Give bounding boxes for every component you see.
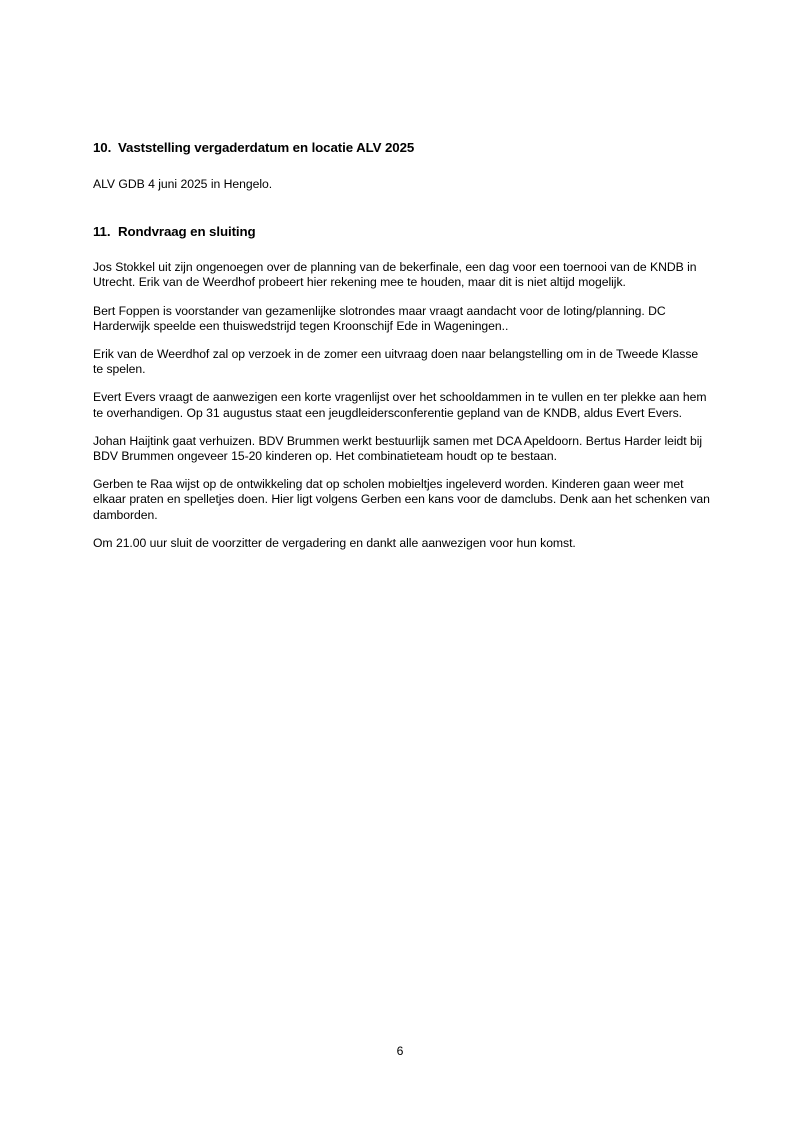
spacer	[93, 377, 710, 390]
section-title-10: Vaststelling vergaderdatum en locatie ALV 2025	[118, 140, 415, 155]
spacer	[93, 240, 710, 260]
paragraph-gerben-te-raa: Gerben te Raa wijst op de ontwikkeling dat op scholen mobieltjes ingeleverd worden. Kinderen gaan weer met elkaar praten en spelletjes doen. Hier ligt volgens Gerben een kans voor de damclubs. Denk aan het schenken van damborden.	[93, 477, 710, 522]
section-number-11: 11.	[93, 224, 111, 240]
paragraph-evert-evers: Evert Evers vraagt de aanwezigen een korte vragenlijst over het schooldammen in te vullen en ter plekke aan hem te overhandigen. Op 31 augustus staat een jeugdleidersconferentie gepland van de KNDB, aldus Evert Evers.	[93, 390, 707, 420]
paragraph-johan-haijtink: Johan Haijtink gaat verhuizen. BDV Brummen werkt bestuurlijk samen met DCA Apeldoorn. Bertus Harder leidt bij BDV Brummen ongeveer 15-20 kinderen op. Het combinatieteam houdt op te bestaan.	[93, 433, 703, 464]
spacer	[93, 156, 710, 177]
paragraph-jos-stokkel: Jos Stokkel uit zijn ongenoegen over de planning van de bekerfinale, een dag voor een toernooi van de KNDB in Utrecht. Erik van de Weerdhof probeert hier rekening mee te houden, maar dit is niet altijd mogelijk.	[93, 260, 697, 290]
paragraph-sluiting: Om 21.00 uur sluit de voorzitter de vergadering en dankt alle aanwezigen voor hun komst.	[93, 535, 576, 550]
document-body	[93, 140, 710, 551]
spacer	[93, 421, 710, 434]
paragraph-bert-foppen: Bert Foppen is voorstander van gezamenlijke slotrondes maar vraagt aandacht voor de loting/planning. DC Harderwijk speelde een thuiswedstrijd tegen Kroonschijf Ede in Wageningen..	[93, 303, 666, 333]
spacer	[93, 464, 710, 477]
section-number-10: 10.	[93, 140, 112, 155]
section-heading-10	[93, 140, 710, 156]
paragraph-alv-datum: ALV GDB 4 juni 2025 in Hengelo.	[93, 177, 273, 191]
spacer	[93, 192, 710, 224]
spacer	[93, 334, 710, 347]
section-title-11: Rondvraag en sluiting	[118, 224, 256, 240]
spacer	[93, 291, 710, 304]
spacer	[93, 523, 710, 536]
paragraph-erik-van-de-weerdhof: Erik van de Weerdhof zal op verzoek in de zomer een uitvraag doen naar belangstelling om in de Tweede Klasse te spelen.	[93, 347, 699, 377]
page-number: 6	[396, 1044, 404, 1058]
section-heading-11	[93, 224, 710, 240]
